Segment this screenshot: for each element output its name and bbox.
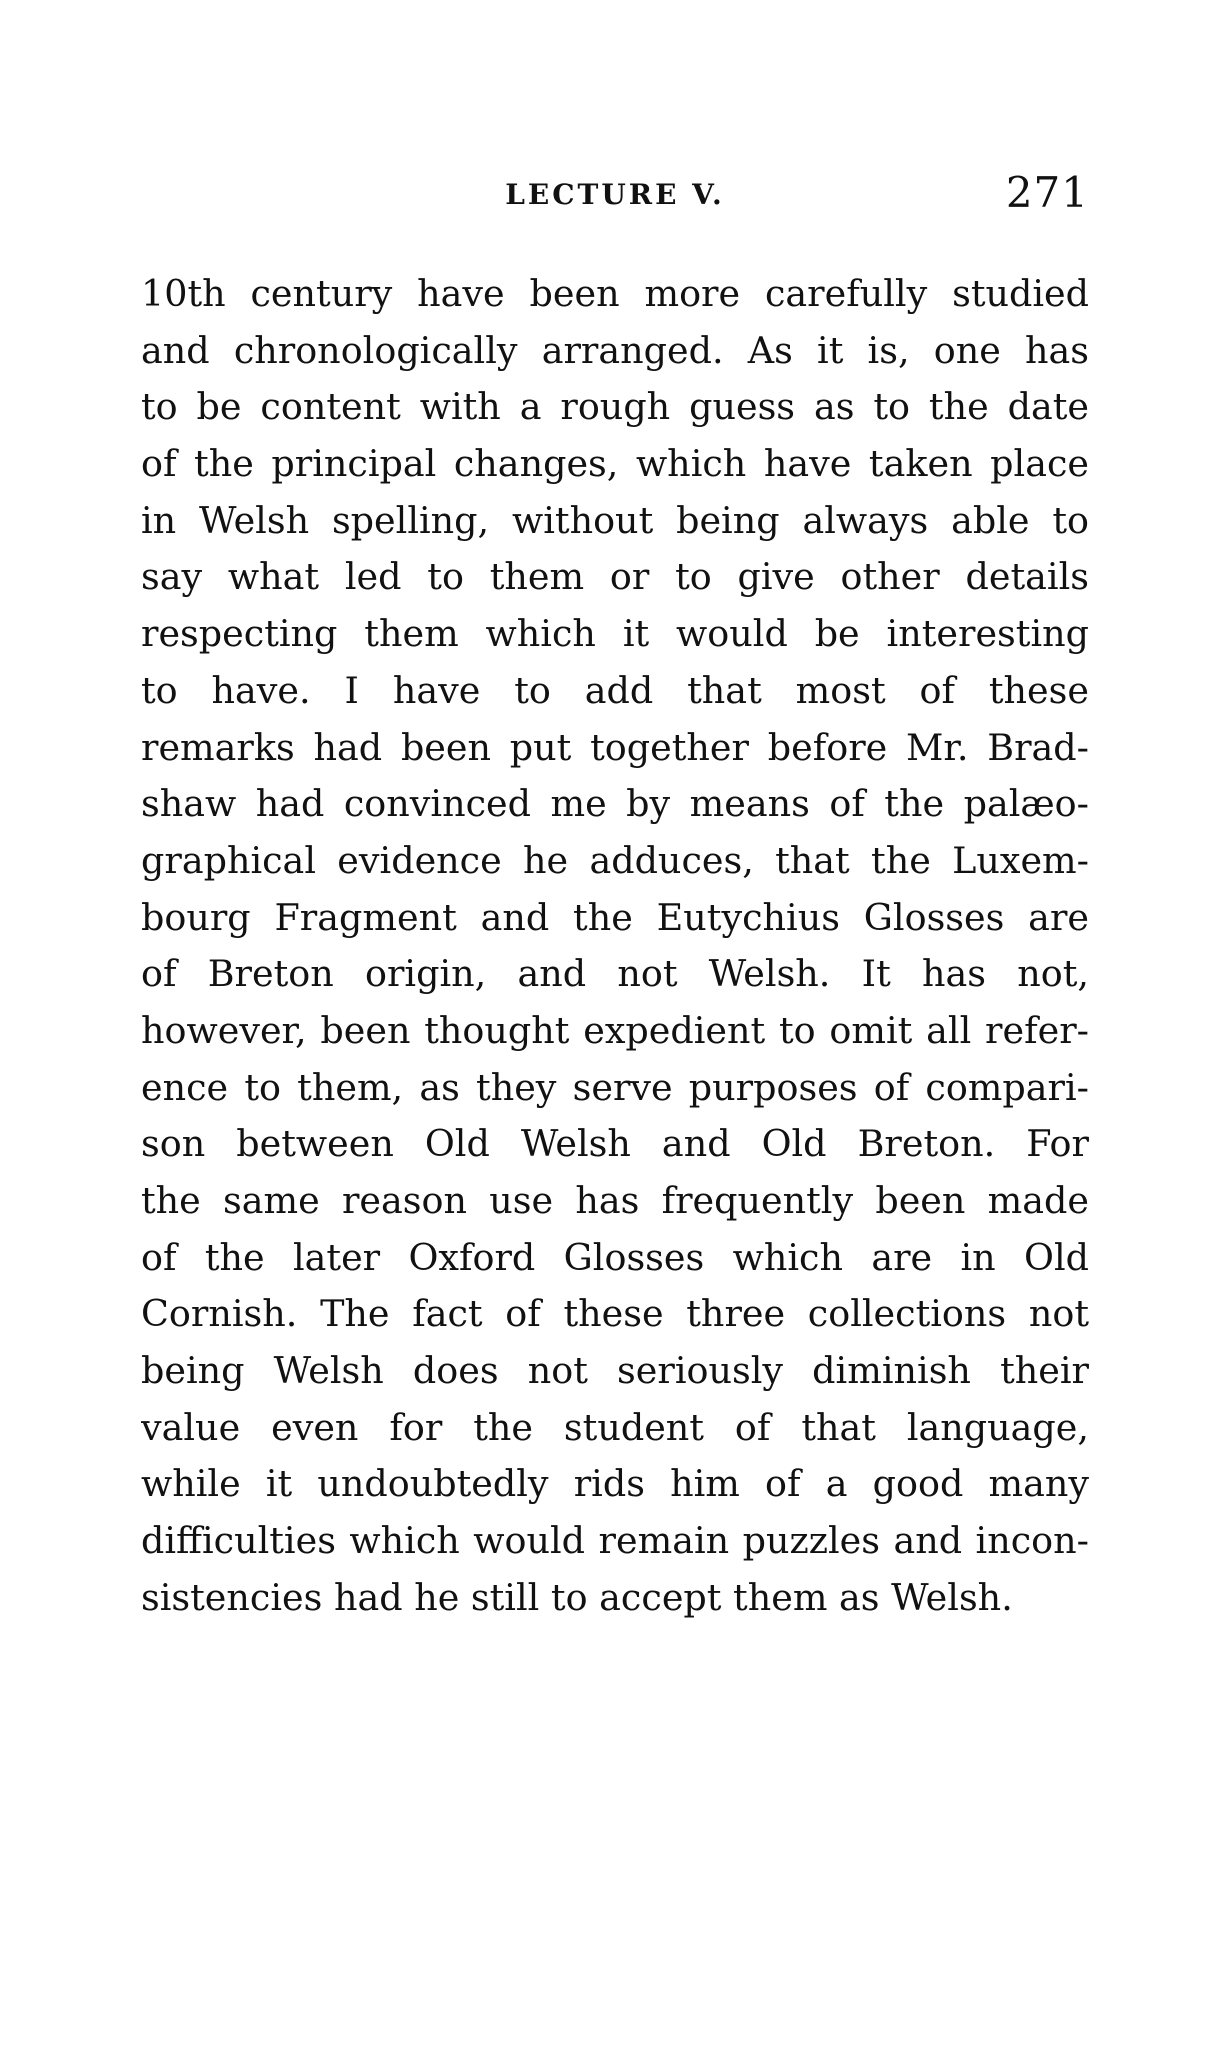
text-line: say what led to them or to give other details [141,555,1089,599]
text-line: value even for the student of that language, [141,1405,1089,1449]
text-line: son between Old Welsh and Old Breton. For [141,1122,1089,1166]
text-line: 10th century have been more carefully studied [141,272,1089,315]
text-line: difficulties which would remain puzzles and incon- [141,1519,1089,1563]
text-line: being Welsh does not seriously diminish their [141,1349,1089,1393]
text-line: in Welsh spelling, without being always able to [141,498,1089,542]
text-line: to have. I have to add that most of these [141,668,1089,712]
text-line: respecting them which it would be interesting [141,612,1089,656]
text-line: graphical evidence he adduces, that the Luxem- [141,838,1089,882]
text-line: remarks had been put together before Mr. Brad- [141,725,1089,769]
text-line: bourg Fragment and the Eutychius Glosses are [141,895,1089,939]
running-head [141,168,1089,228]
text-line: shaw had convinced me by means of the palæo- [141,782,1089,826]
text-line: to be content with a rough guess as to the date [141,385,1089,429]
running-title: LECTURE V. [505,178,725,211]
text-line: of the principal changes, which have taken place [141,442,1089,486]
text-line: the same reason use has frequently been made [141,1179,1089,1222]
text-line: ence to them, as they serve purposes of compari- [141,1065,1089,1109]
text-line: however, been thought expedient to omit all refer- [141,1008,1089,1052]
text-line: while it undoubtedly rids him of a good many [141,1462,1089,1506]
page-number: 271 [1005,168,1089,217]
text-line: Cornish. The fact of these three collections not [141,1292,1089,1336]
text-line: of Breton origin, and not Welsh. It has not, [141,952,1089,996]
body-text [141,266,1089,1627]
text-line: of the later Oxford Glosses which are in Old [141,1235,1089,1279]
text-line: sistencies had he still to accept them as Welsh. [141,1575,1013,1619]
text-line: and chronologically arranged. As it is, one has [141,328,1089,372]
